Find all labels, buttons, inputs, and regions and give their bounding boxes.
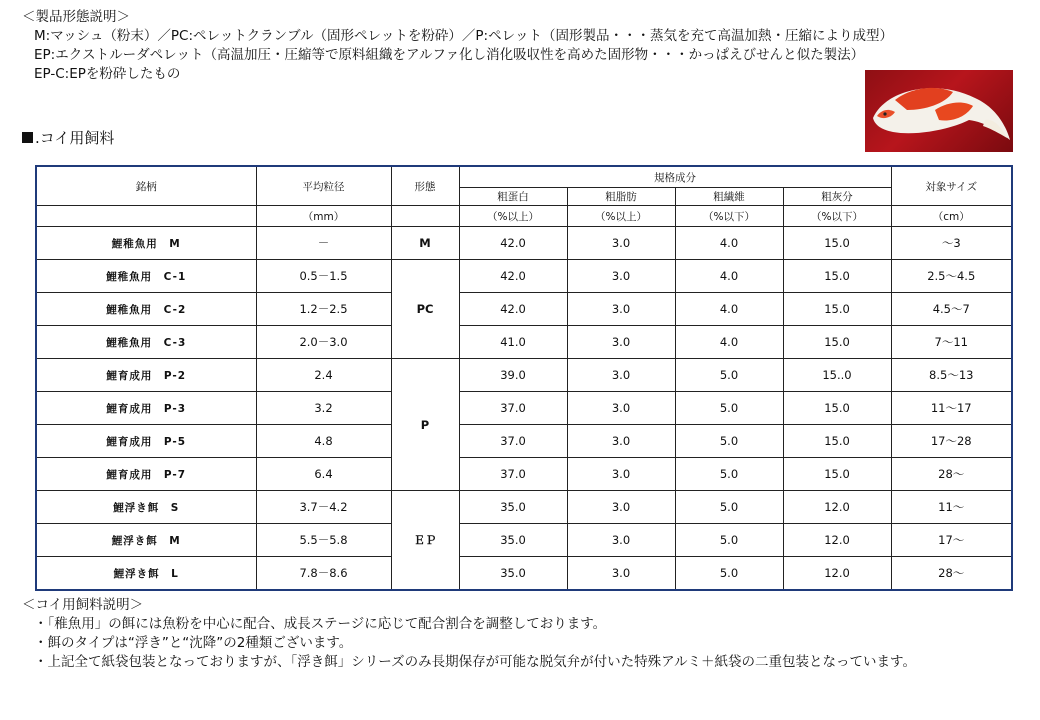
brand-cell: 鯉育成用 P-2 [36, 359, 256, 392]
size-cell: 2.4 [256, 359, 391, 392]
intro-heading: ＜製品形態説明＞ [22, 9, 130, 25]
brand-cell: 鯉稚魚用 C-1 [36, 260, 256, 293]
table-row [36, 227, 1012, 260]
col-header-brand: 銘柄 [36, 166, 256, 206]
col-header-form: 形態 [391, 166, 459, 206]
fiber-cell: 5.0 [675, 557, 783, 591]
header-row [36, 166, 1012, 188]
koi-feed-table [35, 165, 1011, 591]
fat-cell: 3.0 [567, 227, 675, 260]
col-header-ash: 粗灰分 [783, 188, 891, 206]
col-header-fiber: 粗繊維 [675, 188, 783, 206]
table-row [36, 293, 1012, 326]
form-cell: P [391, 359, 459, 491]
units-row [36, 206, 1012, 227]
protein-cell: 37.0 [459, 392, 567, 425]
fat-cell: 3.0 [567, 359, 675, 392]
ash-cell: 15.0 [783, 227, 891, 260]
table-row [36, 524, 1012, 557]
fiber-cell: 4.0 [675, 227, 783, 260]
fat-cell: 3.0 [567, 260, 675, 293]
table-row [36, 425, 1012, 458]
ash-cell: 12.0 [783, 524, 891, 557]
table-row [36, 557, 1012, 591]
fat-cell: 3.0 [567, 293, 675, 326]
size-cell: － [256, 227, 391, 260]
spec-table [35, 165, 1013, 591]
fiber-cell: 5.0 [675, 359, 783, 392]
size-cell: 3.7－4.2 [256, 491, 391, 524]
notes-line: ・上記全て紙袋包装となっておりますが、「浮き餌」シリーズのみ長期保存が可能な脱気弁が付いた特殊アルミ＋紙袋の二重包装となっています。 [34, 654, 916, 670]
intro-line: EP-C:EPを粉砕したもの [34, 66, 181, 82]
ash-cell: 15.0 [783, 260, 891, 293]
protein-cell: 41.0 [459, 326, 567, 359]
notes-heading: ＜コイ用飼料説明＞ [22, 597, 144, 613]
unit-cell-protein: （%以上） [459, 206, 567, 227]
brand-cell: 鯉稚魚用 C-2 [36, 293, 256, 326]
fiber-cell: 5.0 [675, 458, 783, 491]
brand-cell: 鯉浮き餌 L [36, 557, 256, 591]
koi-fish-image [865, 70, 1013, 152]
size-cell: 5.5－5.8 [256, 524, 391, 557]
ash-cell: 15.0 [783, 392, 891, 425]
unit-cell-ash: （%以下） [783, 206, 891, 227]
unit-cell-fiber: （%以下） [675, 206, 783, 227]
target-cell: 28～ [891, 458, 1012, 491]
fiber-cell: 5.0 [675, 392, 783, 425]
fiber-cell: 4.0 [675, 293, 783, 326]
fat-cell: 3.0 [567, 425, 675, 458]
col-header-fat: 粗脂肪 [567, 188, 675, 206]
table-row [36, 260, 1012, 293]
unit-cell-brand [36, 206, 256, 227]
intro-line: EP:エクストルーダペレット（高温加圧・圧縮等で原料組織をアルファ化し消化吸収性を高めた固形物・・・かっぱえびせんと似た製法） [34, 47, 865, 63]
protein-cell: 35.0 [459, 557, 567, 591]
form-cell: PC [391, 260, 459, 359]
notes-line: ・「稚魚用」の餌には魚粉を中心に配合、成長ステージに応じて配合割合を調整しております。 [34, 616, 607, 632]
fiber-cell: 4.0 [675, 260, 783, 293]
table-row [36, 326, 1012, 359]
table-row [36, 392, 1012, 425]
ash-cell: 15.0 [783, 293, 891, 326]
unit-cell-fat: （%以上） [567, 206, 675, 227]
target-cell: 4.5～7 [891, 293, 1012, 326]
ash-cell: 12.0 [783, 557, 891, 591]
fat-cell: 3.0 [567, 458, 675, 491]
unit-cell-target: （cm） [891, 206, 1012, 227]
target-cell: 11～ [891, 491, 1012, 524]
brand-cell: 鯉浮き餌 M [36, 524, 256, 557]
protein-cell: 39.0 [459, 359, 567, 392]
size-cell: 4.8 [256, 425, 391, 458]
target-cell: 28～ [891, 557, 1012, 591]
col-header-target: 対象サイズ [891, 166, 1012, 206]
table-row [36, 491, 1012, 524]
size-cell: 0.5－1.5 [256, 260, 391, 293]
brand-cell: 鯉育成用 P-5 [36, 425, 256, 458]
col-header-size: 平均粒径 [256, 166, 391, 206]
col-header-spec: 規格成分 [459, 166, 891, 188]
unit-cell-form [391, 206, 459, 227]
ash-cell: 15.0 [783, 458, 891, 491]
fiber-cell: 5.0 [675, 524, 783, 557]
target-cell: 17～28 [891, 425, 1012, 458]
ash-cell: 15..0 [783, 359, 891, 392]
protein-cell: 42.0 [459, 260, 567, 293]
protein-cell: 37.0 [459, 458, 567, 491]
brand-cell: 鯉浮き餌 S [36, 491, 256, 524]
ash-cell: 15.0 [783, 425, 891, 458]
size-cell: 1.2－2.5 [256, 293, 391, 326]
size-cell: 6.4 [256, 458, 391, 491]
ash-cell: 15.0 [783, 326, 891, 359]
protein-cell: 37.0 [459, 425, 567, 458]
square-bullet-icon [22, 132, 33, 143]
brand-cell: 鯉育成用 P-7 [36, 458, 256, 491]
fiber-cell: 5.0 [675, 425, 783, 458]
protein-cell: 42.0 [459, 293, 567, 326]
size-cell: 7.8－8.6 [256, 557, 391, 591]
product-form-description [22, 8, 893, 84]
protein-cell: 35.0 [459, 524, 567, 557]
table-row [36, 458, 1012, 491]
size-cell: 2.0－3.0 [256, 326, 391, 359]
koi-photo [865, 70, 1013, 152]
fiber-cell: 5.0 [675, 491, 783, 524]
col-header-protein: 粗蛋白 [459, 188, 567, 206]
protein-cell: 35.0 [459, 491, 567, 524]
ash-cell: 12.0 [783, 491, 891, 524]
section-title-text: .コイ用飼料 [35, 129, 115, 147]
table-row [36, 359, 1012, 392]
form-cell: M [391, 227, 459, 260]
brand-cell: 鯉稚魚用 M [36, 227, 256, 260]
unit-cell-size: （mm） [256, 206, 391, 227]
fat-cell: 3.0 [567, 326, 675, 359]
protein-cell: 42.0 [459, 227, 567, 260]
target-cell: ～3 [891, 227, 1012, 260]
fat-cell: 3.0 [567, 557, 675, 591]
size-cell: 3.2 [256, 392, 391, 425]
section-title [22, 127, 114, 148]
intro-line: M:マッシュ（粉末）／PC:ペレットクランブル（固形ペレットを粉砕）／P:ペレット（固形製品・・・蒸気を充て高温加熱・圧縮により成型） [34, 28, 893, 44]
fiber-cell: 4.0 [675, 326, 783, 359]
form-cell: ＥＰ [391, 491, 459, 591]
target-cell: 17～ [891, 524, 1012, 557]
target-cell: 2.5～4.5 [891, 260, 1012, 293]
koi-feed-notes [22, 596, 916, 672]
target-cell: 11～17 [891, 392, 1012, 425]
notes-line: ・餌のタイプは“浮き”と“沈降”の2種類ございます。 [34, 635, 353, 651]
brand-cell: 鯉育成用 P-3 [36, 392, 256, 425]
fat-cell: 3.0 [567, 491, 675, 524]
fat-cell: 3.0 [567, 524, 675, 557]
brand-cell: 鯉稚魚用 C-3 [36, 326, 256, 359]
target-cell: 7～11 [891, 326, 1012, 359]
target-cell: 8.5～13 [891, 359, 1012, 392]
fat-cell: 3.0 [567, 392, 675, 425]
